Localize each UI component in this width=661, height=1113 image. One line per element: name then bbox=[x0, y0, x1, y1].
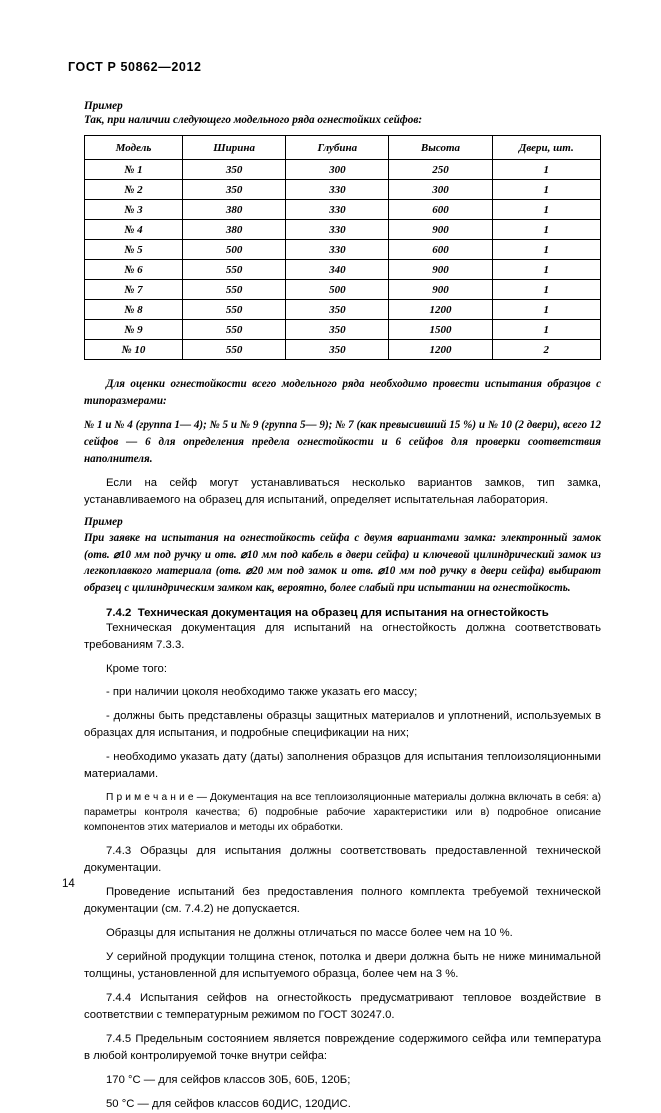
cell-height: 600 bbox=[389, 200, 492, 220]
cell-height: 900 bbox=[389, 280, 492, 300]
example-1-lead: Так, при наличии следующего модельного ряда огнестойких сейфов: bbox=[84, 114, 423, 126]
cell-width: 350 bbox=[183, 160, 286, 180]
column-header: Двери, шт. bbox=[492, 136, 600, 160]
table-row bbox=[85, 340, 601, 360]
example-2-label: Пример bbox=[84, 516, 123, 529]
table-row bbox=[85, 300, 601, 320]
table-row bbox=[85, 220, 601, 240]
models-table bbox=[84, 135, 601, 360]
cell-depth: 350 bbox=[286, 340, 389, 360]
cell-width: 550 bbox=[183, 300, 286, 320]
section-7-4-2-bullet-1: - при наличии цоколя необходимо также указать его массу; bbox=[106, 686, 418, 699]
cell-depth: 300 bbox=[286, 160, 389, 180]
table-row bbox=[85, 160, 601, 180]
cell-model: № 1 bbox=[85, 160, 183, 180]
cell-depth: 350 bbox=[286, 300, 389, 320]
cell-height: 900 bbox=[389, 260, 492, 280]
cell-model: № 10 bbox=[85, 340, 183, 360]
cell-depth: 340 bbox=[286, 260, 389, 280]
cell-height: 1500 bbox=[389, 320, 492, 340]
cell-doors: 1 bbox=[492, 240, 600, 260]
lock-variant-paragraph: Если на сейф могут устанавливаться несколько вариантов замков, тип замка, устанавливаемого на образец для испытаний, определяет испытательная лаборатория. bbox=[84, 477, 601, 507]
cell-width: 350 bbox=[183, 180, 286, 200]
cell-model: № 3 bbox=[85, 200, 183, 220]
column-header: Глубина bbox=[286, 136, 389, 160]
column-header: Высота bbox=[389, 136, 492, 160]
cell-width: 380 bbox=[183, 220, 286, 240]
cell-doors: 1 bbox=[492, 260, 600, 280]
paragraph-mass-difference: Образцы для испытания не должны отличаться по массе более чем на 10 %. bbox=[106, 927, 513, 940]
document-standard-header: ГОСТ Р 50862—2012 bbox=[68, 60, 202, 74]
cell-doors: 1 bbox=[492, 200, 600, 220]
table-row bbox=[85, 180, 601, 200]
cell-width: 550 bbox=[183, 260, 286, 280]
cell-depth: 350 bbox=[286, 320, 389, 340]
cell-width: 550 bbox=[183, 280, 286, 300]
table-row bbox=[85, 320, 601, 340]
cell-height: 250 bbox=[389, 160, 492, 180]
document-body bbox=[62, 100, 609, 1113]
cell-height: 900 bbox=[389, 220, 492, 240]
section-7-4-2-heading bbox=[84, 607, 601, 619]
cell-height: 1200 bbox=[389, 300, 492, 320]
cell-doors: 1 bbox=[492, 300, 600, 320]
section-7-4-2-bullet-3: - необходимо указать дату (даты) заполнения образцов для испытания теплоизоляционными материалами. bbox=[84, 751, 601, 781]
cell-depth: 330 bbox=[286, 220, 389, 240]
section-7-4-2-bullet-2: - должны быть представлены образцы защитных материалов и уплотнений, используемых в образцах для испытания, и подробные спецификации на них; bbox=[84, 710, 601, 740]
cell-doors: 1 bbox=[492, 180, 600, 200]
example-2-text: При заявке на испытания на огнестойкость сейфа с двумя вариантами замка: электронный замок (отв. ⌀10 мм под ручку и отв. ⌀10 мм под кабель в двери сейфа) и ключевой цилиндрический замок из легкоплавкого материала (отв. ⌀20 мм под замок и отв. ⌀10 мм под ручку в двери сейфа) выбирают образец с цилиндрическим замком как, вероятно, более слабый при испытании на огнестойкость. bbox=[84, 532, 601, 594]
cell-depth: 330 bbox=[286, 240, 389, 260]
example-1-label: Пример bbox=[84, 100, 123, 112]
cell-width: 380 bbox=[183, 200, 286, 220]
cell-model: № 9 bbox=[85, 320, 183, 340]
table-row bbox=[85, 280, 601, 300]
table-row bbox=[85, 200, 601, 220]
cell-doors: 1 bbox=[492, 280, 600, 300]
column-header: Модель bbox=[85, 136, 183, 160]
cell-model: № 5 bbox=[85, 240, 183, 260]
paragraph-7-4-3: 7.4.3 Образцы для испытания должны соответствовать предоставленной технической документации. bbox=[84, 845, 601, 875]
section-7-4-2-note: П р и м е ч а н и е — Документация на все теплоизоляционные материалы должна включать в себя: а) параметры контроля качества; б) подробные рабочие характеристики или в) подробное описание компонентов этих материалов и методы их обработки. bbox=[84, 792, 601, 833]
paragraph-wall-thickness: У серийной продукции толщина стенок, потолка и двери должна быть не ниже минимальной толщины, установленной для испытуемого образца, более чем на 3 %. bbox=[84, 951, 601, 981]
cell-doors: 1 bbox=[492, 220, 600, 240]
cell-model: № 6 bbox=[85, 260, 183, 280]
sample-list-paragraph: № 1 и № 4 (группа 1— 4); № 5 и № 9 (группа 5— 9); № 7 (как превысивший 15 %) и № 10 (2 двери), всего 12 сейфов — 6 для определения предела огнестойкости и 6 сейфов для проверки соответствия наполнителя. bbox=[84, 419, 601, 465]
section-title: Техническая документация на образец для испытания на огнестойкость bbox=[137, 606, 549, 619]
paragraph-temp-170: 170 °С — для сейфов классов 30Б, 60Б, 120Б; bbox=[106, 1073, 351, 1086]
section-7-4-2-paragraph-2: Кроме того: bbox=[106, 662, 167, 675]
cell-model: № 7 bbox=[85, 280, 183, 300]
paragraph-incomplete-docs: Проведение испытаний без предоставления полного комплекта требуемой технической документации (см. 7.4.2) не допускается. bbox=[84, 886, 601, 916]
table-row bbox=[85, 240, 601, 260]
paragraph-7-4-5: 7.4.5 Предельным состоянием является повреждение содержимого сейфа или температура в любой контролируемой точке внутри сейфа: bbox=[84, 1032, 601, 1062]
section-number: 7.4.2 bbox=[106, 606, 132, 619]
cell-doors: 2 bbox=[492, 340, 600, 360]
page-number: 14 bbox=[62, 878, 75, 890]
cell-width: 500 bbox=[183, 240, 286, 260]
cell-height: 1200 bbox=[389, 340, 492, 360]
cell-doors: 1 bbox=[492, 160, 600, 180]
cell-width: 550 bbox=[183, 340, 286, 360]
cell-depth: 330 bbox=[286, 180, 389, 200]
cell-height: 300 bbox=[389, 180, 492, 200]
paragraph-temp-50: 50 °С — для сейфов классов 60ДИС, 120ДИС. bbox=[106, 1097, 351, 1110]
section-7-4-2-paragraph-1: Техническая документация для испытаний на огнестойкость должна соответствовать требованиям 7.3.3. bbox=[84, 621, 601, 651]
column-header: Ширина bbox=[183, 136, 286, 160]
cell-depth: 330 bbox=[286, 200, 389, 220]
cell-model: № 2 bbox=[85, 180, 183, 200]
cell-height: 600 bbox=[389, 240, 492, 260]
cell-model: № 4 bbox=[85, 220, 183, 240]
cell-model: № 8 bbox=[85, 300, 183, 320]
paragraph-7-4-4: 7.4.4 Испытания сейфов на огнестойкость предусматривают тепловое воздействие в соответствии с температурным режимом по ГОСТ 30247.0. bbox=[84, 992, 601, 1021]
table-header-row bbox=[85, 136, 601, 160]
cell-doors: 1 bbox=[492, 320, 600, 340]
cell-width: 550 bbox=[183, 320, 286, 340]
evaluation-paragraph: Для оценки огнестойкости всего модельного ряда необходимо провести испытания образцов с типоразмерами: bbox=[84, 378, 601, 407]
table-row bbox=[85, 260, 601, 280]
cell-depth: 500 bbox=[286, 280, 389, 300]
